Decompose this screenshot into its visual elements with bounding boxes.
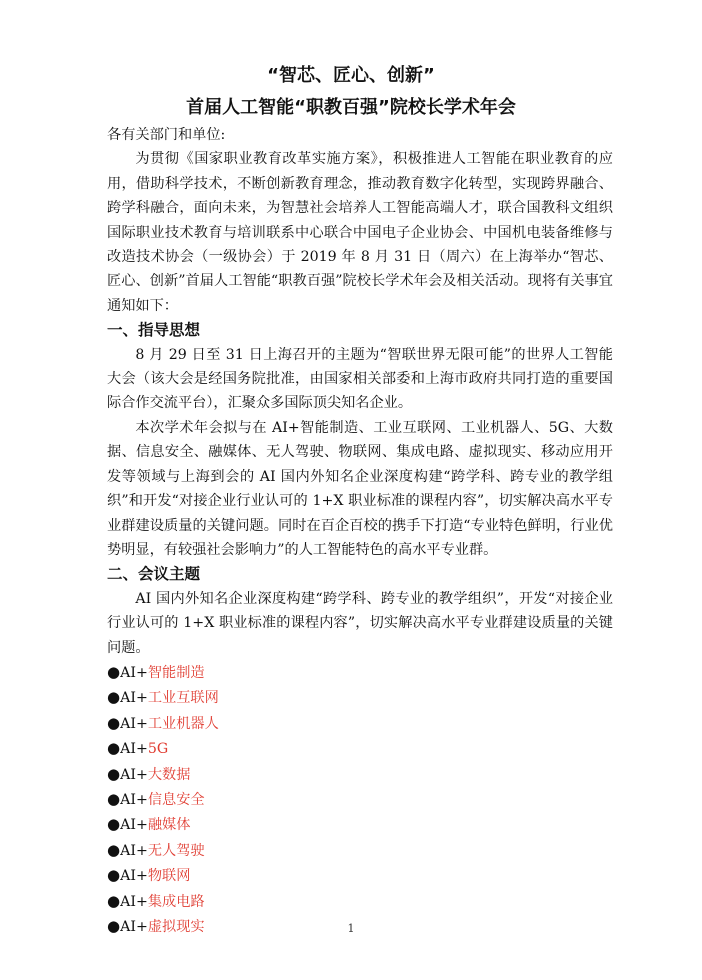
bullet-icon: ● [107,713,121,732]
topic-label: 融媒体 [147,817,191,834]
bullet-icon: ● [107,815,121,834]
topic-item [107,838,613,863]
topic-label: 集成电路 [147,893,205,910]
topic-label: 工业机器人 [147,715,219,732]
topic-prefix: AI+ [120,766,148,783]
bullet-icon: ● [107,866,121,885]
bullet-icon: ● [107,789,121,808]
topic-prefix: AI+ [120,690,148,707]
topic-label: 无人驾驶 [147,842,205,859]
topic-item [107,762,613,787]
topic-prefix: AI+ [120,893,148,910]
section2-paragraph: AI 国内外知名企业深度构建“跨学科、跨专业的教学组织”，开发“对接企业行业认可的 1+X 职业标准的课程内容”，切实解决高水平专业群建设质量的关键问题。 [107,590,613,656]
topic-item [107,787,613,812]
topic-prefix: AI+ [120,715,148,732]
topic-prefix: AI+ [120,741,148,758]
topic-item [107,812,613,837]
topic-label: 工业互联网 [147,690,219,707]
topic-label: 物联网 [147,868,191,885]
topic-label: 大数据 [147,766,191,783]
topic-prefix: AI+ [120,791,148,808]
title-line-2: 首届人工智能“职教百强”院校长学术年会 [186,97,516,118]
title-line-1: “智芯、匠心、创新” [267,65,435,86]
bullet-icon: ● [107,739,121,758]
topic-label: 虚拟现实 [147,919,205,935]
topic-label: 智能制造 [147,664,205,681]
bullet-icon: ● [107,917,121,935]
page-number: 1 [347,922,355,935]
topic-list [107,660,613,939]
topic-item [107,863,613,888]
section-heading-guiding-ideology: 一、指导思想 [107,321,201,340]
section-heading-conference-theme: 二、会议主题 [107,565,201,584]
section1-paragraph-2: 本次学术年会拟与在 AI+智能制造、工业互联网、工业机器人、5G、大数据、信息安全、融媒体、无人驾驶、物联网、集成电路、虚拟现实、移动应用开发等领域与上海到会的 AI 国内外知名企业深度构建“跨学科、跨专业的教学组织”和开发“对接企业行业认可的 1+X 职业标准的课程内容”，切实解决高水平专业群建设质量的关键问题。同时在百企百校的携手下打造“专业特色鲜明，行业优势明显，有较强社会影响力”的人工智能特色的高水平专业群。 [107,419,613,558]
intro-paragraph: 为贯彻《国家职业教育改革实施方案》，积极推进人工智能在职业教育的应用，借助科学技术，不断创新教育理念，推动教育数字化转型，实现跨界融合、跨学科融合，面向未来，为智慧社会培养人工智能高端人才，联合国教科文组织国际职业技术教育与培训联系中心联合中国电子企业协会、中国机电装备维修与改造技术协会（一级协会）于 2019 年 8 月 31 日（周六）在上海举办“智芯、匠心、创新”首届人工智能“职教百强”院校长学术年会及相关活动。现将有关事宜通知如下： [107,151,613,314]
topic-item [107,736,613,761]
topic-prefix: AI+ [120,664,148,681]
bullet-icon: ● [107,764,121,783]
document-body [107,123,613,939]
topic-prefix: AI+ [120,868,148,885]
topic-item [107,660,613,685]
bullet-icon: ● [107,840,121,859]
topic-label: 信息安全 [147,791,205,808]
topic-prefix: AI+ [120,842,148,859]
salutation: 各有关部门和单位: [107,127,226,143]
bullet-icon: ● [107,662,121,681]
bullet-icon: ● [107,688,121,707]
bullet-icon: ● [107,891,121,910]
topic-label: 5G [147,741,169,758]
section1-paragraph-1: 8 月 29 日至 31 日上海召开的主题为“智联世界无限可能”的世界人工智能大会（该大会是经国务院批准，由国家相关部委和上海市政府共同打造的重要国际合作交流平台），汇聚众多国际顶尖知名企业。 [107,346,613,412]
topic-item [107,685,613,710]
topic-prefix: AI+ [120,817,148,834]
topic-item [107,711,613,736]
topic-prefix: AI+ [120,919,148,935]
topic-item [107,889,613,914]
